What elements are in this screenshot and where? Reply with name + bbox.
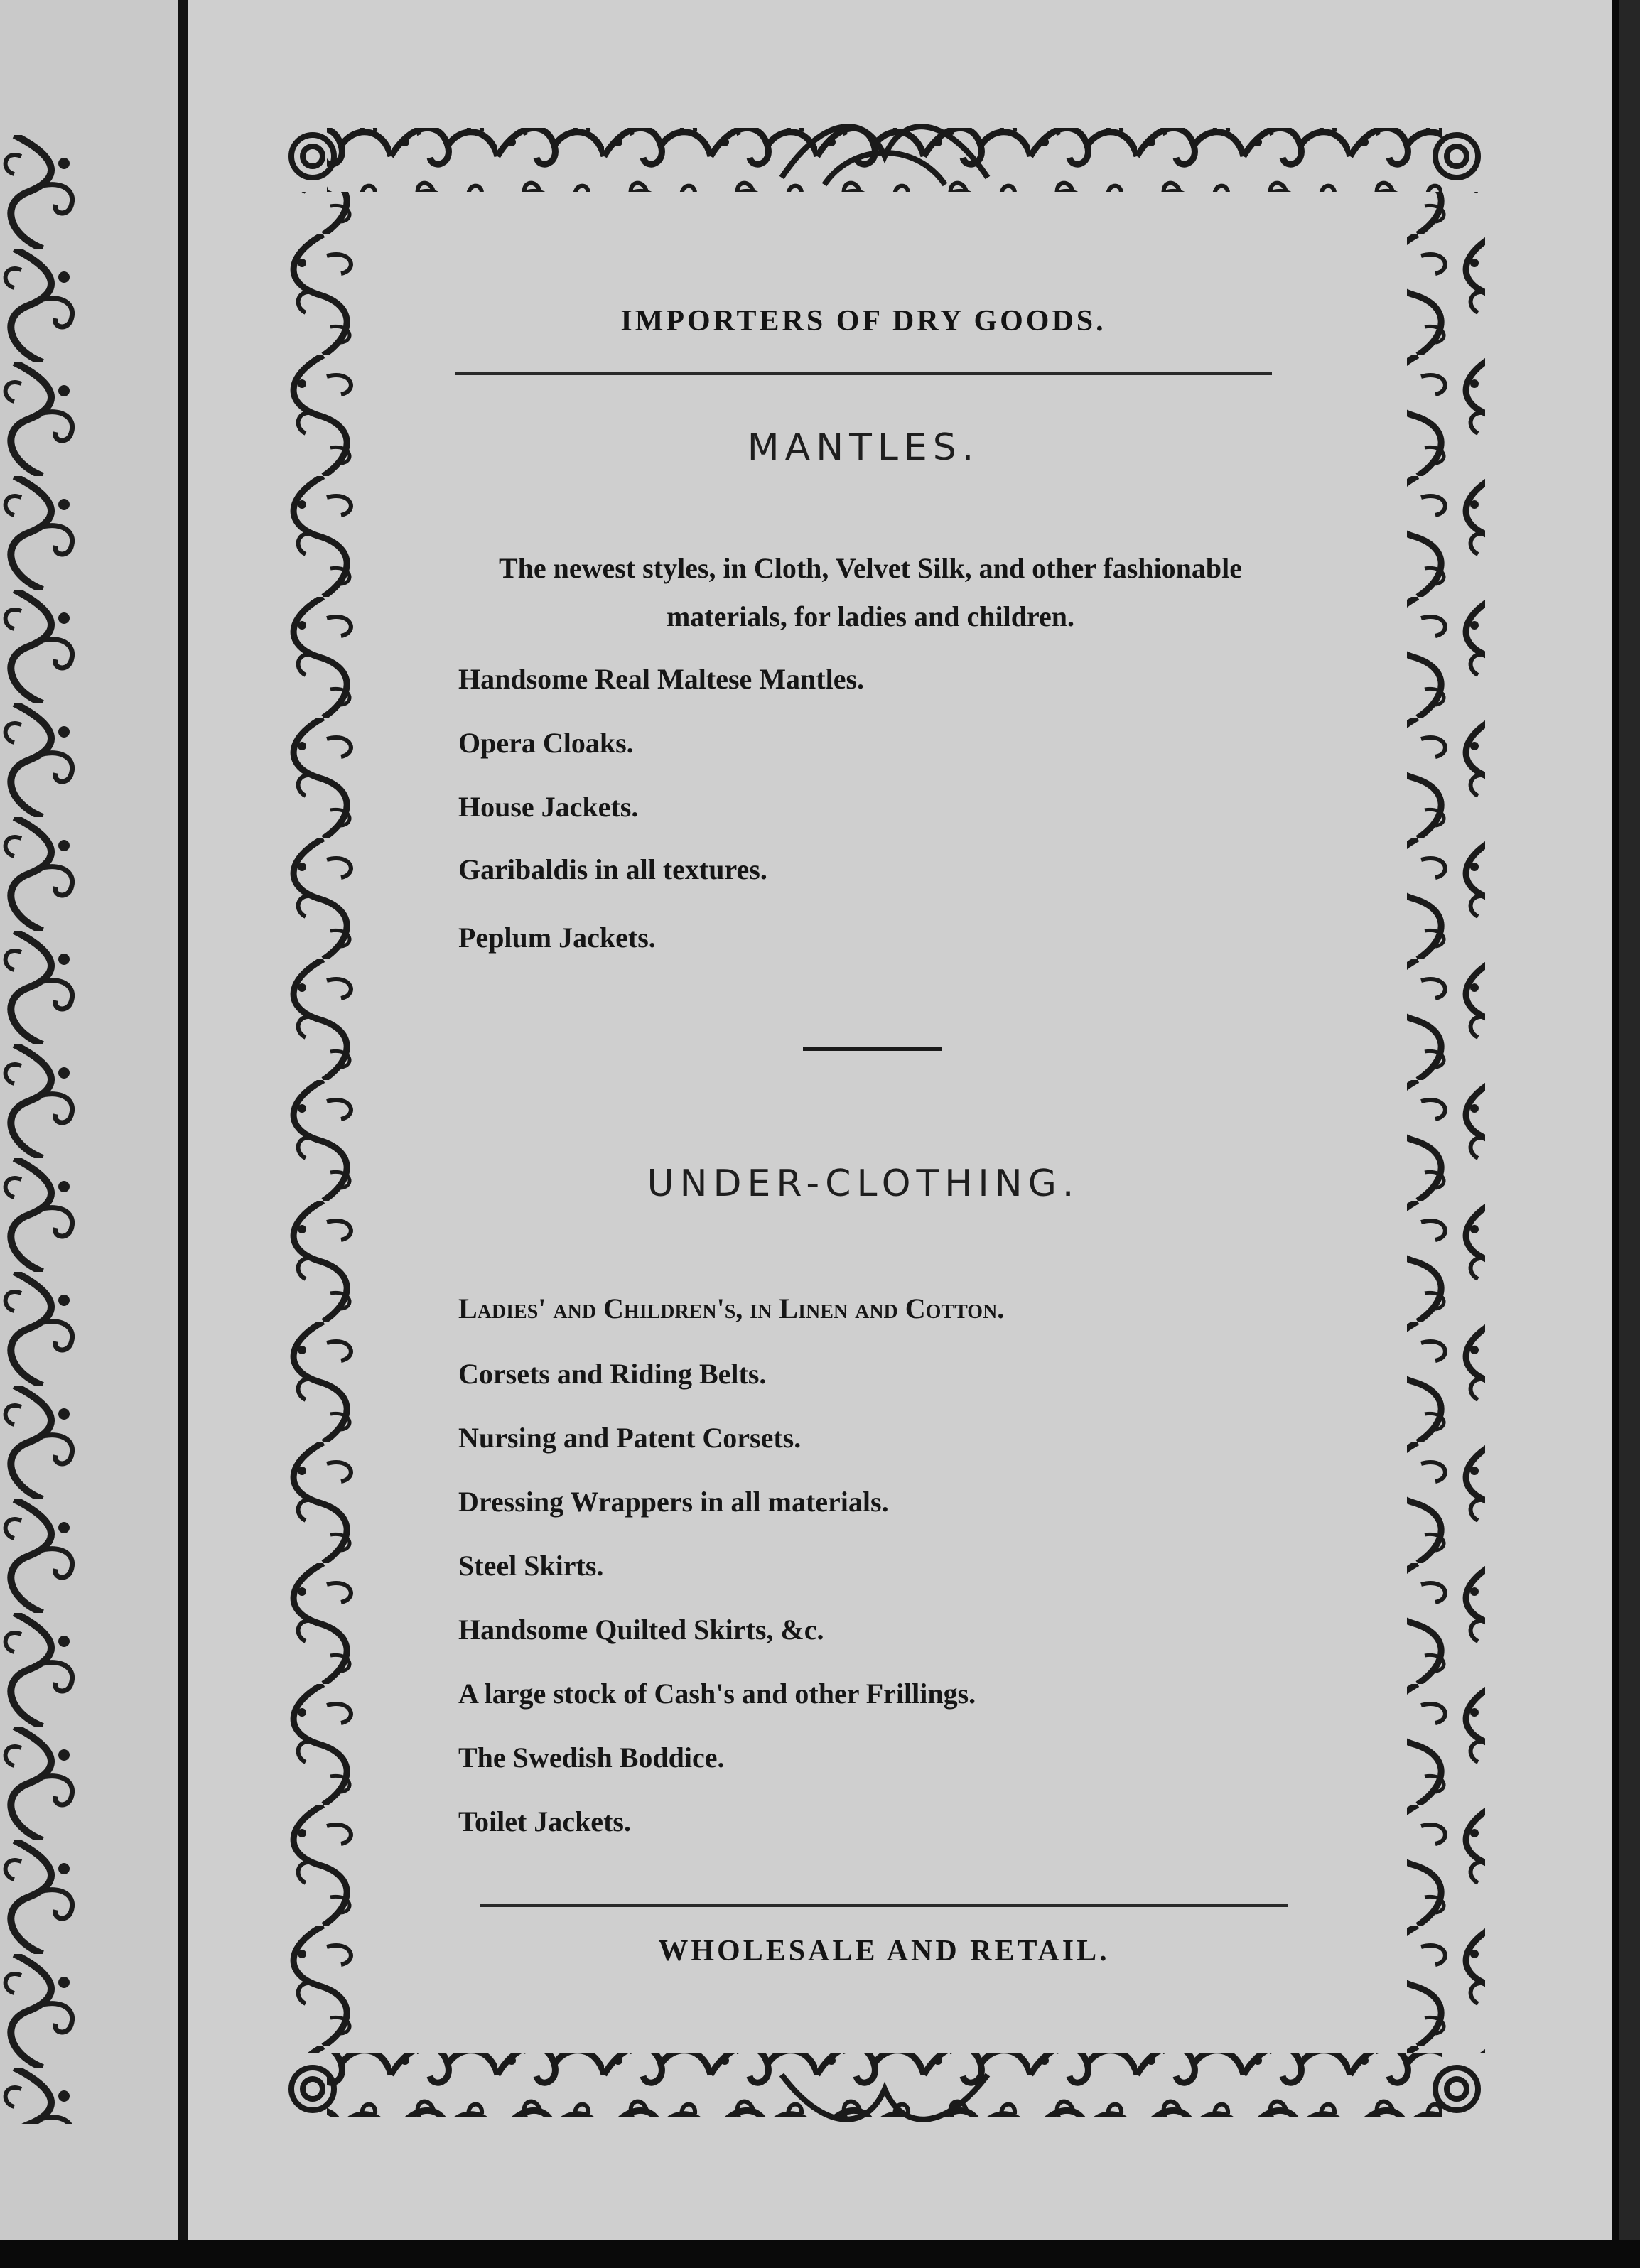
list-item: Peplum Jackets. <box>458 922 656 954</box>
scan-bottom-edge <box>0 2240 1640 2268</box>
list-item: Toilet Jackets. <box>458 1805 631 1837</box>
section-title-mantles: MANTLES. <box>747 426 980 469</box>
list-item: Handsome Quilted Skirts, &c. <box>458 1614 824 1646</box>
list-item: Opera Cloaks. <box>458 727 634 759</box>
page-footer: WHOLESALE AND RETAIL. <box>658 1935 1110 1967</box>
list-item: House Jackets. <box>458 791 639 823</box>
list-item: Garibaldis in all textures. <box>458 853 767 885</box>
footer-rule <box>480 1904 1288 1907</box>
list-item: The Swedish Boddice. <box>458 1742 725 1773</box>
list-item: A large stock of Cash's and other Frillings. <box>458 1678 976 1710</box>
section-divider <box>803 1047 942 1051</box>
page-header: IMPORTERS OF DRY GOODS. <box>620 305 1106 338</box>
list-item: Ladies' and Children's, in Linen and Cotton. <box>458 1292 1005 1324</box>
section-title-under-clothing: UNDER-CLOTHING. <box>647 1162 1080 1205</box>
list-item: Steel Skirts. <box>458 1550 604 1582</box>
book-spine <box>178 0 188 2240</box>
list-item: Corsets and Riding Belts. <box>458 1358 767 1390</box>
mantles-intro: The newest styles, in Cloth, Velvet Silk, and other fashionable materials, for ladies and children. <box>498 552 1243 632</box>
list-item: Nursing and Patent Corsets. <box>458 1422 802 1454</box>
list-item: Dressing Wrappers in all materials. <box>458 1486 889 1518</box>
list-item: Handsome Real Maltese Mantles. <box>458 663 865 695</box>
page-right-edge <box>1619 0 1640 2240</box>
facing-page-border-icon <box>0 135 92 2124</box>
header-rule <box>455 372 1272 375</box>
